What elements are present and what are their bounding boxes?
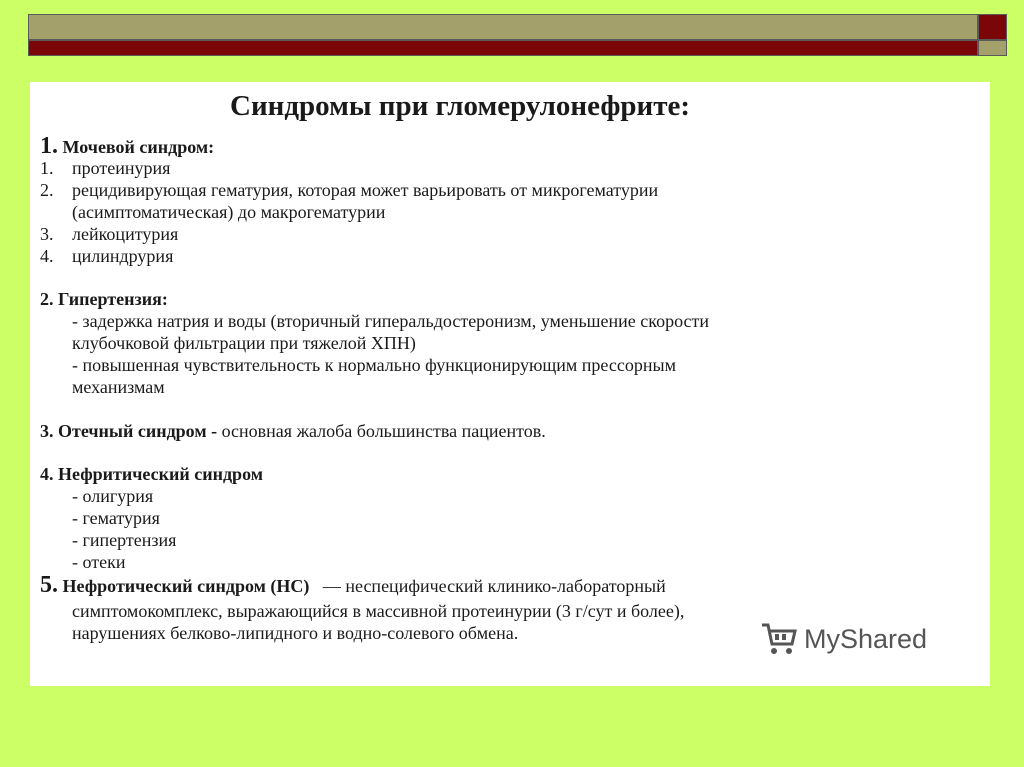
section-5-heading: 5. Нефротический синдром (НС) — неспецифический клинико-лабораторный [40, 572, 666, 598]
slide-title: Синдромы при гломерулонефрите: [230, 90, 690, 122]
s1-item-1: протеинурия [72, 158, 171, 178]
s1-num-3: 3. [40, 224, 54, 244]
s1-item-2-cont: (асимптоматическая) до макрогематурии [72, 202, 386, 222]
header-bar-bottom [28, 40, 978, 56]
section-3: 3. Отечный синдром - основная жалоба большинства пациентов. [40, 421, 546, 441]
s4-line-1: - олигурия [72, 486, 154, 506]
header-bar-top [28, 14, 978, 40]
s1-item-2: рецидивирующая гематурия, которая может варьировать от микрогематурии [72, 180, 659, 200]
s2-line-1: - задержка натрия и воды (вторичный гиперальдостеронизм, уменьшение скорости [72, 311, 710, 331]
s4-line-3: - гипертензия [72, 530, 177, 550]
s4-line-4: - отеки [72, 552, 126, 572]
s2-line-2: клубочковой фильтрации при тяжелой ХПН) [72, 333, 416, 353]
corner-square-top [978, 14, 1007, 40]
section-2-heading: 2. Гипертензия: [40, 289, 168, 309]
s1-item-3: лейкоцитурия [72, 224, 179, 244]
cart-icon [760, 622, 798, 656]
s2-line-3: - повышенная чувствительность к нормально функционирующим прессорным [72, 355, 676, 375]
myshared-watermark [760, 622, 927, 656]
s1-num-4: 4. [40, 246, 54, 266]
s1-item-4: цилиндрурия [72, 246, 174, 266]
s5-line-2: нарушениях белково-липидного и водно-солевого обмена. [72, 623, 519, 643]
s1-num-1: 1. [40, 158, 54, 178]
s5-line-1: симптомокомплекс, выражающийся в массивной протеинурии (3 г/сут и более), [72, 601, 685, 621]
watermark-text: MyShared [804, 623, 928, 654]
section-4-heading: 4. Нефритический синдром [40, 464, 263, 484]
s4-line-2: - гематурия [72, 508, 160, 528]
section-1-heading: 1. Мочевой синдром: [40, 133, 215, 159]
s1-num-2: 2. [40, 180, 54, 200]
corner-square-bottom [978, 40, 1007, 56]
s2-line-4: механизмам [72, 377, 165, 397]
